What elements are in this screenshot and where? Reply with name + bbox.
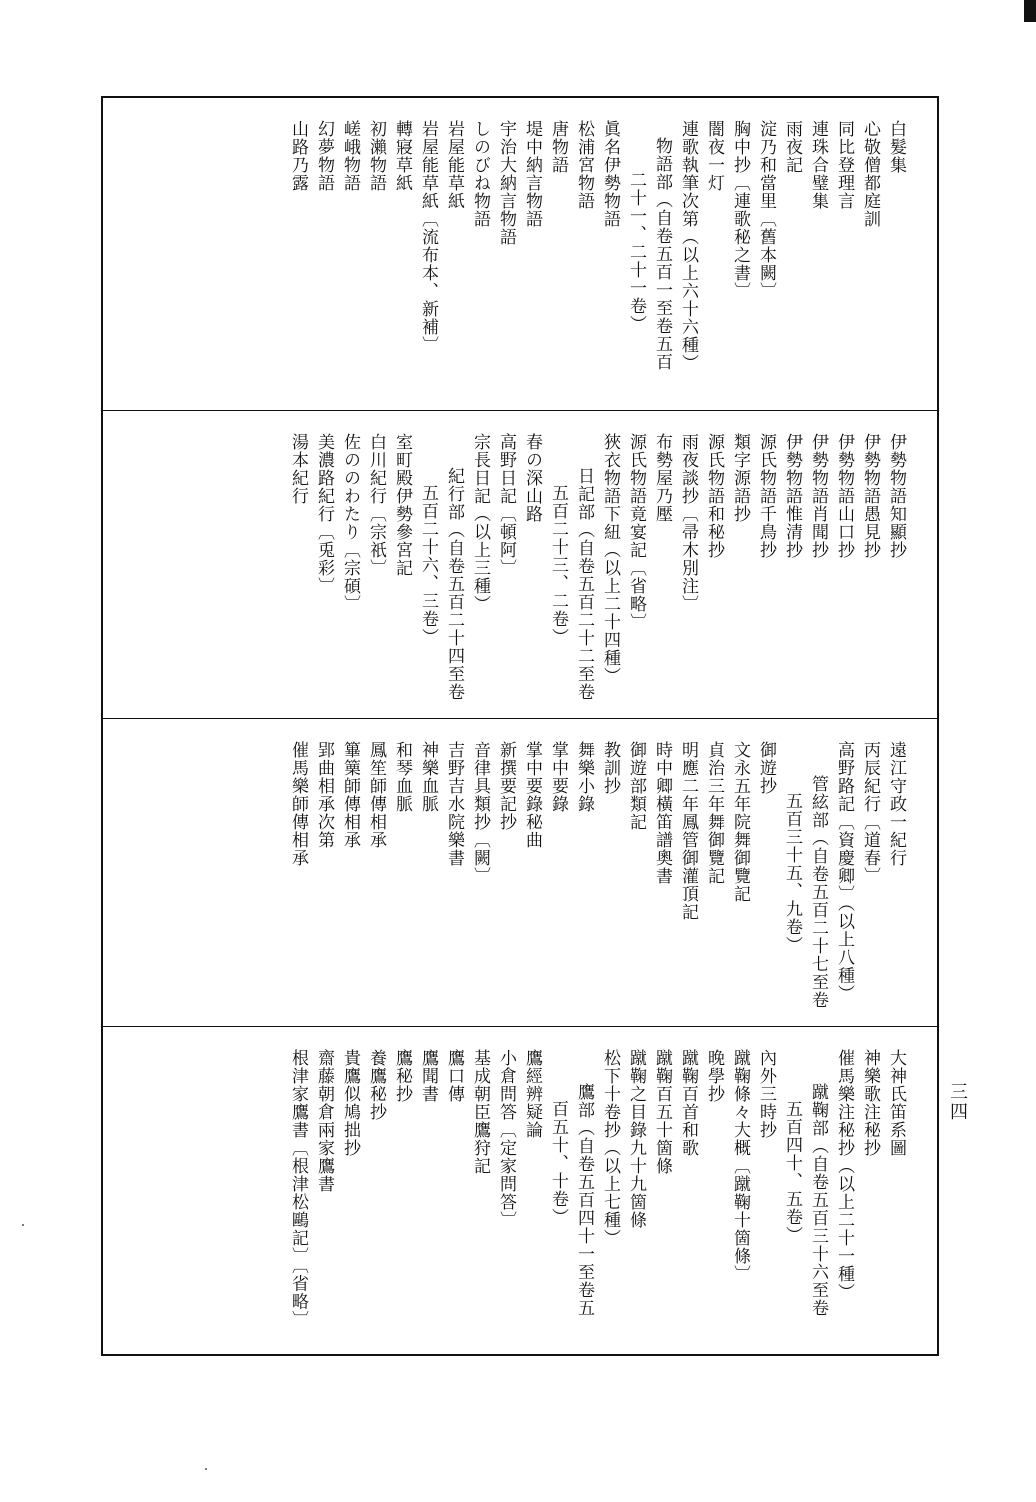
toc-entry: 百五十、十卷） bbox=[548, 1100, 568, 1226]
toc-entry: 高野路記〔資慶卿〕（以上八種） bbox=[834, 741, 854, 1003]
toc-entry: 掌中要錄秘曲 bbox=[522, 741, 542, 849]
toc-entry: 高野日記〔頓阿〕 bbox=[496, 433, 516, 577]
toc-entry: 連珠合璧集 bbox=[808, 120, 828, 210]
toc-entry: 源氏物語和秘抄 bbox=[704, 433, 724, 559]
toc-entry: 鷹秘抄 bbox=[392, 1049, 412, 1103]
toc-entry: 貞治三年舞御覽記 bbox=[704, 741, 724, 885]
toc-entry: 蹴鞠條々大概〔蹴鞠十箇條〕 bbox=[730, 1049, 750, 1283]
scan-speck bbox=[205, 1468, 207, 1470]
toc-entry: 伊勢物語惟清抄 bbox=[782, 433, 802, 559]
toc-entry: 御遊部類記 bbox=[626, 741, 646, 831]
toc-entry: 松下十卷抄（以上七種） bbox=[600, 1049, 620, 1247]
toc-entry: 源氏物語千鳥抄 bbox=[756, 433, 776, 559]
section-2 bbox=[103, 410, 937, 718]
toc-entry: 類字源語抄 bbox=[730, 433, 750, 523]
toc-entry: しのびね物語 bbox=[470, 120, 490, 228]
toc-entry: 湯本紀行 bbox=[288, 433, 308, 505]
toc-entry: 轉寢草紙 bbox=[392, 120, 412, 192]
toc-entry: 鷹聞書 bbox=[418, 1049, 438, 1103]
toc-entry: 內外三時抄 bbox=[756, 1049, 776, 1139]
toc-entry: 新撰要記抄 bbox=[496, 741, 516, 831]
toc-entry: 催馬樂注秘抄（以上二十一種） bbox=[834, 1049, 854, 1301]
toc-entry: 蹴鞠百五十箇條 bbox=[652, 1049, 672, 1175]
toc-entry: 基成朝臣鷹狩記 bbox=[470, 1049, 490, 1175]
toc-entry: 伊勢物語知顯抄 bbox=[886, 433, 906, 559]
toc-entry: 淀乃和當里〔舊本闕〕 bbox=[756, 120, 776, 300]
toc-entry: 丙辰紀行〔道春〕 bbox=[860, 741, 880, 885]
toc-entry: 小倉問答〔定家問答〕 bbox=[496, 1049, 516, 1229]
toc-entry: 嵯峨物語 bbox=[340, 120, 360, 192]
toc-entry: 催馬樂師傳相承 bbox=[288, 741, 308, 867]
section-4 bbox=[103, 1026, 937, 1354]
toc-entry: 春の深山路 bbox=[522, 433, 542, 523]
toc-entry: 齋藤朝倉兩家鷹書 bbox=[314, 1049, 334, 1193]
toc-entry: 宗長日記（以上三種） bbox=[470, 433, 490, 613]
section-2-columns bbox=[285, 433, 909, 710]
scan-edge-mark bbox=[1024, 0, 1036, 22]
toc-entry: 大神氏笛系圖 bbox=[886, 1049, 906, 1157]
section-1-columns bbox=[285, 120, 909, 402]
toc-entry: 吉野吉水院樂書 bbox=[444, 741, 464, 867]
toc-entry: 伊勢物語山口抄 bbox=[834, 433, 854, 559]
toc-entry: 松浦宮物語 bbox=[574, 120, 594, 210]
toc-entry: 二十一、二十一卷） bbox=[626, 171, 646, 333]
page-number: 三四 bbox=[947, 1082, 968, 1122]
toc-entry: 美濃路紀行〔兎彩〕 bbox=[314, 433, 334, 595]
toc-entry: 郢曲相承次第 bbox=[314, 741, 334, 849]
toc-entry: 初瀨物語 bbox=[366, 120, 386, 192]
toc-entry: 蹴鞠百首和歌 bbox=[678, 1049, 698, 1157]
toc-entry: 音律具類抄〔闕〕 bbox=[470, 741, 490, 885]
toc-entry: 室町殿伊勢參宮記 bbox=[392, 433, 412, 577]
toc-entry: 鷹經辨疑論 bbox=[522, 1049, 542, 1139]
section-3 bbox=[103, 718, 937, 1026]
toc-entry: 蹴鞠部（自卷五百三十六至卷 bbox=[808, 1083, 828, 1317]
toc-entry: 伊勢物語肖聞抄 bbox=[808, 433, 828, 559]
toc-entry: 唐物語 bbox=[548, 120, 568, 174]
toc-entry: 心敬僧都庭訓 bbox=[860, 120, 880, 228]
toc-entry: 根津家鷹書〔根津松鷗記〕〔省略〕 bbox=[288, 1049, 308, 1329]
toc-entry: 岩屋能草紙〔流布本、新補〕 bbox=[418, 120, 438, 354]
toc-entry: 篳篥師傳相承 bbox=[340, 741, 360, 849]
toc-entry: 同比登理言 bbox=[834, 120, 854, 210]
page-frame bbox=[101, 96, 939, 1356]
toc-entry: 舞樂小錄 bbox=[574, 741, 594, 813]
toc-entry: 山路乃露 bbox=[288, 120, 308, 192]
toc-entry: 宇治大納言物語 bbox=[496, 120, 516, 246]
toc-entry: 和琴血脈 bbox=[392, 741, 412, 813]
toc-entry: 掌中要錄 bbox=[548, 741, 568, 813]
toc-entry: 神樂血脈 bbox=[418, 741, 438, 813]
section-1 bbox=[103, 98, 937, 410]
toc-entry: 闇夜一灯 bbox=[704, 120, 724, 192]
toc-entry: 堤中納言物語 bbox=[522, 120, 542, 228]
toc-entry: 岩屋能草紙 bbox=[444, 120, 464, 210]
toc-entry: 雨夜談抄〔帚木別注〕 bbox=[678, 433, 698, 613]
toc-entry: 五百三十五、九卷） bbox=[782, 792, 802, 954]
toc-entry: 管絃部（自卷五百二十七至卷 bbox=[808, 775, 828, 1009]
toc-entry: 紀行部（自卷五百二十四至卷 bbox=[444, 467, 464, 701]
toc-entry: 貴鷹似鳩拙抄 bbox=[340, 1049, 360, 1157]
toc-entry: 狹衣物語下紐（以上二十四種） bbox=[600, 433, 620, 685]
section-3-columns bbox=[285, 741, 909, 1018]
toc-entry: 伊勢物語愚見抄 bbox=[860, 433, 880, 559]
toc-entry: 雨夜記 bbox=[782, 120, 802, 174]
toc-entry: 白川紀行〔宗祇〕 bbox=[366, 433, 386, 577]
scan-speck bbox=[22, 1224, 24, 1226]
toc-entry: 五百四十、五卷） bbox=[782, 1100, 802, 1244]
toc-entry: 遠江守政一紀行 bbox=[886, 741, 906, 867]
toc-entry: 佐ののわたり〔宗碩〕 bbox=[340, 433, 360, 613]
toc-entry: 文永五年院舞御覽記 bbox=[730, 741, 750, 903]
toc-entry: 鷹部（自卷五百四十一至卷五 bbox=[574, 1083, 594, 1317]
section-4-columns bbox=[285, 1049, 909, 1346]
toc-entry: 物語部（自卷五百一至卷五百 bbox=[652, 137, 672, 371]
toc-entry: 五百二十三、二卷） bbox=[548, 484, 568, 646]
toc-entry: 教訓抄 bbox=[600, 741, 620, 795]
toc-entry: 蹴鞠之目錄九十九箇條 bbox=[626, 1049, 646, 1229]
toc-entry: 眞名伊勢物語 bbox=[600, 120, 620, 228]
toc-entry: 鷹口傳 bbox=[444, 1049, 464, 1103]
toc-entry: 白髮集 bbox=[886, 120, 906, 174]
toc-entry: 鳳笙師傳相承 bbox=[366, 741, 386, 849]
toc-entry: 御遊抄 bbox=[756, 741, 776, 795]
toc-entry: 明應二年鳳管御灌頂記 bbox=[678, 741, 698, 921]
toc-entry: 時中卿橫笛譜奧書 bbox=[652, 741, 672, 885]
toc-entry: 布勢屋乃壓 bbox=[652, 433, 672, 523]
toc-entry: 晚學抄 bbox=[704, 1049, 724, 1103]
toc-entry: 幻夢物語 bbox=[314, 120, 334, 192]
toc-entry: 源氏物語竟宴記〔省略〕 bbox=[626, 433, 646, 631]
toc-entry: 神樂歌注秘抄 bbox=[860, 1049, 880, 1157]
toc-entry: 五百二十六、三卷） bbox=[418, 484, 438, 646]
toc-entry: 連歌執筆次第（以上六十六種） bbox=[678, 120, 698, 372]
toc-entry: 養鷹秘抄 bbox=[366, 1049, 386, 1121]
toc-entry: 日記部（自卷五百二十二至卷 bbox=[574, 467, 594, 701]
toc-entry: 胸中抄〔連歌秘之書〕 bbox=[730, 120, 750, 300]
